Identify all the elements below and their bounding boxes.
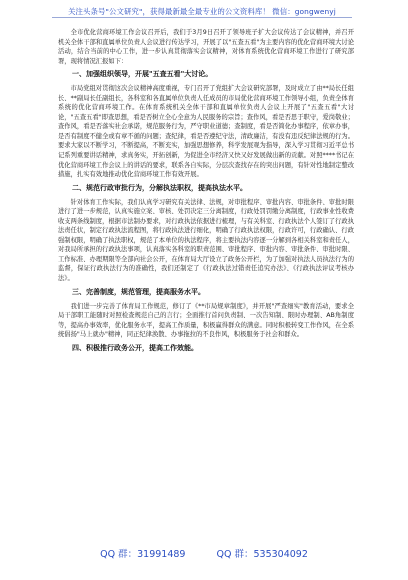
page-header: 关注头条号"公文研究"，获得最新最全最专业的公文资料库！ 微信：gongwenyj	[68, 7, 336, 16]
section-3-heading: 三、完善制度，规范管理，提高服务水平。	[72, 287, 205, 296]
section-1-heading: 一、加强组织领导，开展"五查五看"大讨论。	[72, 70, 213, 79]
page-footer	[0, 546, 408, 560]
section-2-heading: 二、规范行政审批行为，分解执法职权，提高执法水平。	[72, 183, 247, 192]
section-1-paragraph: 市局党组对贯彻这次会议精神高度重视，专门召开了党组扩大会议研究部署，及时成立了由**局长任组长、**副局长任副组长，各科室和各直属单位负责人任成员的市局优化营商环境工作领导小组，负责全体育系统的优化营商环境工作。在体育系统机关全体干部和直属单位负责人会议上开展了"五查五看"大讨论，"五查五看"即查思想，看是否树立全心全意为人民服务的宗旨；查作风，看是否思于职守，爱岗敬业；查作风，看是否落实社会承诺，规范服务行为，严守职业道德；查制度，看是否简化办事程序，依章办事，是否有制度不健全或有章不循的问题；查纪律，看是否遵纪守法，清政廉洁，有没有违反纪律法规的行为。要求大家以不断学习，不断提高，不断充实，加强思想修养，科学发展观为指导，深入学习贯彻习近平总书记系列重要讲话精神，求真务实，开拓创新，为促进全市经济又快又好发展做出新的贡献。对照****书记在优化营商环境工作会议上的讲话的要求，联系各自实际，分层次查找存在的突出问题，有针对性地制定整改措施，扎实有效地推动优化营商环境工作有效开展。	[58, 85, 354, 179]
section-2-paragraph: 针对体育工作实际，我们认真学习研究有关法律、法规，对审批程序、审批内容、审批条件、审批时限进行了进一步规范，认真实施立案、审核、处罚决定三分离制度，行政处罚罚缴分离制度，行政事业性收费收支两条线制度，根据市法制办要求，对行政执法依据进行梳理，与有关科室、行政执法个人签订了行政执法责任状，制定行政执法流程图，将行政执法进行细化，明确了行政执法权限，行政许可，行政确认、行政强制权限，明确了执法职权，规范了本单位的执法程序，将主要执法内容逐一分解到各相关科室和责任人，对我局所承担的行政执法事项，认真落实各科室的职责范围、审批程序、审批内容、审批条件、审批时限、工作标准、办理期限等全部向社会公开，在体育局大厅设立了政务公开栏，为了加强对执法人员执法行为的监督，保证行政执法行为的准确性，我们还制定了《行政执法过错责任追究办法》、《行政执法评议考核办法》。	[58, 198, 354, 283]
footer-qq-group-2: QQ 群：535304092	[216, 549, 308, 560]
document-body	[58, 28, 354, 358]
section-3-paragraph: 我们进一步完善了体育局工作规范，修订了《**市局规章制度》，并开展"严查细实"教育活动，要求全局干部职工能随时对照检查规范自己的言行；全面推行首问负责制、一次告知制、限时办理制、AB角制度等，提高办事效率，优化服务水平，提高工作质量，积极赢得群众的满意。同时积极转变工作作风，在全系统倡扬"马上就办"精神，同正纪律涣散、办事拖拉的不良作风，积极服务于社会和群众。	[58, 302, 354, 339]
intro-paragraph: 全市优化营商环境工作会议召开后，我们于3月9日召开了领导班子扩大会议传达了会议精神，并召开机关全体干部和直属单位负责人会议进行传达学习，开展了以"五查五看"为主要内容的优化营商环境大讨论活动，结合当前的中心工作，进一步认真贯彻落实会议精神，对体育系统优化营商环境工作进行了研究部署，现将情况汇报如下：	[58, 29, 354, 65]
footer-qq-group-1: QQ 群：31991489	[100, 549, 186, 560]
header-divider	[52, 17, 352, 18]
section-4-heading: 四、积极推行政务公开，提高工作效能。	[72, 343, 198, 352]
